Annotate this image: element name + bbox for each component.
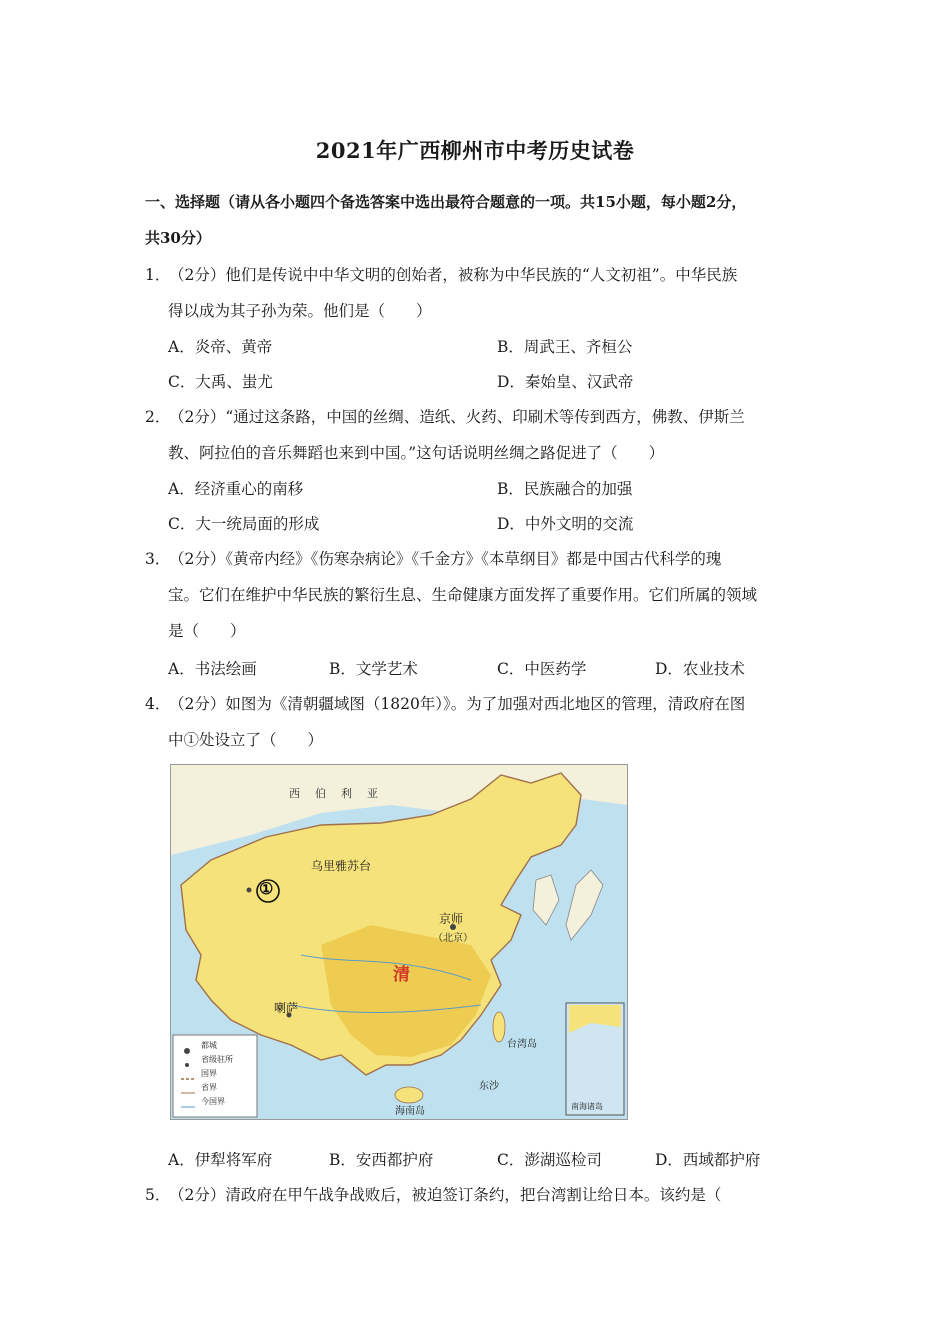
hainan-shape bbox=[395, 1087, 423, 1103]
map-label-inset: 南海诸岛 bbox=[571, 1102, 603, 1111]
map-label-qing: 清 bbox=[393, 965, 410, 985]
city-dot bbox=[247, 888, 252, 893]
question-number: 3． bbox=[145, 550, 171, 568]
option-3b[interactable]: B．文学艺术 bbox=[329, 660, 418, 678]
option-3a[interactable]: A．书法绘画 bbox=[168, 660, 257, 678]
option-1b[interactable]: B．周武王、齐桓公 bbox=[497, 338, 633, 356]
question-5 bbox=[145, 1177, 825, 1213]
question-number: 4． bbox=[145, 695, 171, 713]
map-legend-labels bbox=[201, 1039, 233, 1109]
option-2a[interactable]: A．经济重心的南移 bbox=[168, 480, 304, 498]
legend-item: 都城 bbox=[201, 1041, 217, 1050]
question-4 bbox=[145, 686, 825, 758]
option-3d[interactable]: D．农业技术 bbox=[655, 660, 745, 678]
option-4d[interactable]: D．西域都护府 bbox=[655, 1151, 761, 1169]
question-text: （2分）他们是传说中中华文明的创始者，被称为中华民族的“人文初祖”。中华民族 bbox=[169, 266, 738, 284]
question-text: （2分）《黄帝内经》《伤寒杂病论》《千金方》《本草纲目》都是中国古代科学的瑰 bbox=[169, 550, 722, 568]
option-1d[interactable]: D．秦始皇、汉武帝 bbox=[497, 373, 634, 391]
map-label-dongsha: 东沙 bbox=[479, 1081, 499, 1092]
legend-item: 国界 bbox=[201, 1069, 217, 1078]
question-text-cont: 是（ ） bbox=[168, 622, 246, 640]
option-2d[interactable]: D．中外文明的交流 bbox=[497, 515, 634, 533]
map-label-jingshi: 京师 bbox=[439, 912, 464, 926]
question-text: （2分）清政府在甲午战争战败后，被迫签订条约，把台湾割让给日本。该约是（ bbox=[169, 1186, 722, 1204]
legend-capital-symbol bbox=[184, 1048, 190, 1054]
map-label-siberia: 西 伯 利 亚 bbox=[289, 787, 380, 800]
question-text: （2分）“通过这条路，中国的丝绸、造纸、火药、印刷术等传到西方，佛教、伊斯兰 bbox=[169, 408, 745, 426]
map-label-taiwan: 台湾岛 bbox=[507, 1039, 537, 1050]
option-1c[interactable]: C．大禹、蚩尤 bbox=[168, 373, 273, 391]
legend-province-symbol bbox=[185, 1063, 189, 1067]
question-text-cont: 宝。它们在维护中华民族的繁衍生息、生命健康方面发挥了重要作用。它们所属的领域 bbox=[168, 586, 758, 604]
question-number: 2． bbox=[145, 408, 171, 426]
map-label-hainan: 海南岛 bbox=[395, 1106, 425, 1117]
map-label-wuliyasutai: 乌里雅苏台 bbox=[311, 859, 372, 873]
taiwan-shape bbox=[493, 1012, 505, 1042]
question-text: （2分）如图为《清朝疆域图（1820年）》。为了加强对西北地区的管理，清政府在图 bbox=[169, 695, 746, 713]
qing-territory-map bbox=[170, 764, 628, 1120]
question-number: 1． bbox=[145, 266, 171, 284]
section-line-2: 共30分） bbox=[145, 229, 211, 247]
option-2b[interactable]: B．民族融合的加强 bbox=[497, 480, 633, 498]
option-2c[interactable]: C．大一统局面的形成 bbox=[168, 515, 320, 533]
map-label-marker: ① bbox=[259, 879, 274, 898]
option-3c[interactable]: C．中医药学 bbox=[497, 660, 587, 678]
question-text-cont: 得以成为其子孙为荣。他们是（ ） bbox=[168, 302, 432, 320]
section-heading bbox=[145, 184, 825, 256]
legend-item: 今国界 bbox=[201, 1097, 225, 1106]
option-4b[interactable]: B．安西都护府 bbox=[329, 1151, 434, 1169]
section-line-1: 一、选择题（请从各小题四个备选答案中选出最符合题意的一项。共15小题，每小题2分， bbox=[145, 193, 747, 211]
question-text-cont: 教、阿拉伯的音乐舞蹈也来到中国。”这句话说明丝绸之路促进了（ ） bbox=[168, 444, 665, 462]
page-title: 2021年广西柳州市中考历史试卷 bbox=[315, 138, 635, 163]
question-1 bbox=[145, 257, 825, 329]
option-1a[interactable]: A．炎帝、黄帝 bbox=[168, 338, 273, 356]
map-label-beijing: （北京） bbox=[433, 933, 473, 944]
map-label-lasa: 喇萨 bbox=[274, 1001, 299, 1015]
legend-item: 省界 bbox=[201, 1083, 217, 1092]
legend-item: 省级驻所 bbox=[201, 1055, 233, 1064]
question-3 bbox=[145, 541, 825, 649]
question-text-cont: 中①处设立了（ ） bbox=[168, 731, 324, 749]
option-4a[interactable]: A．伊犁将军府 bbox=[168, 1151, 273, 1169]
question-2 bbox=[145, 399, 825, 471]
question-number: 5． bbox=[145, 1186, 171, 1204]
map-graphic bbox=[171, 765, 627, 1119]
option-4c[interactable]: C．澎湖巡检司 bbox=[497, 1151, 602, 1169]
